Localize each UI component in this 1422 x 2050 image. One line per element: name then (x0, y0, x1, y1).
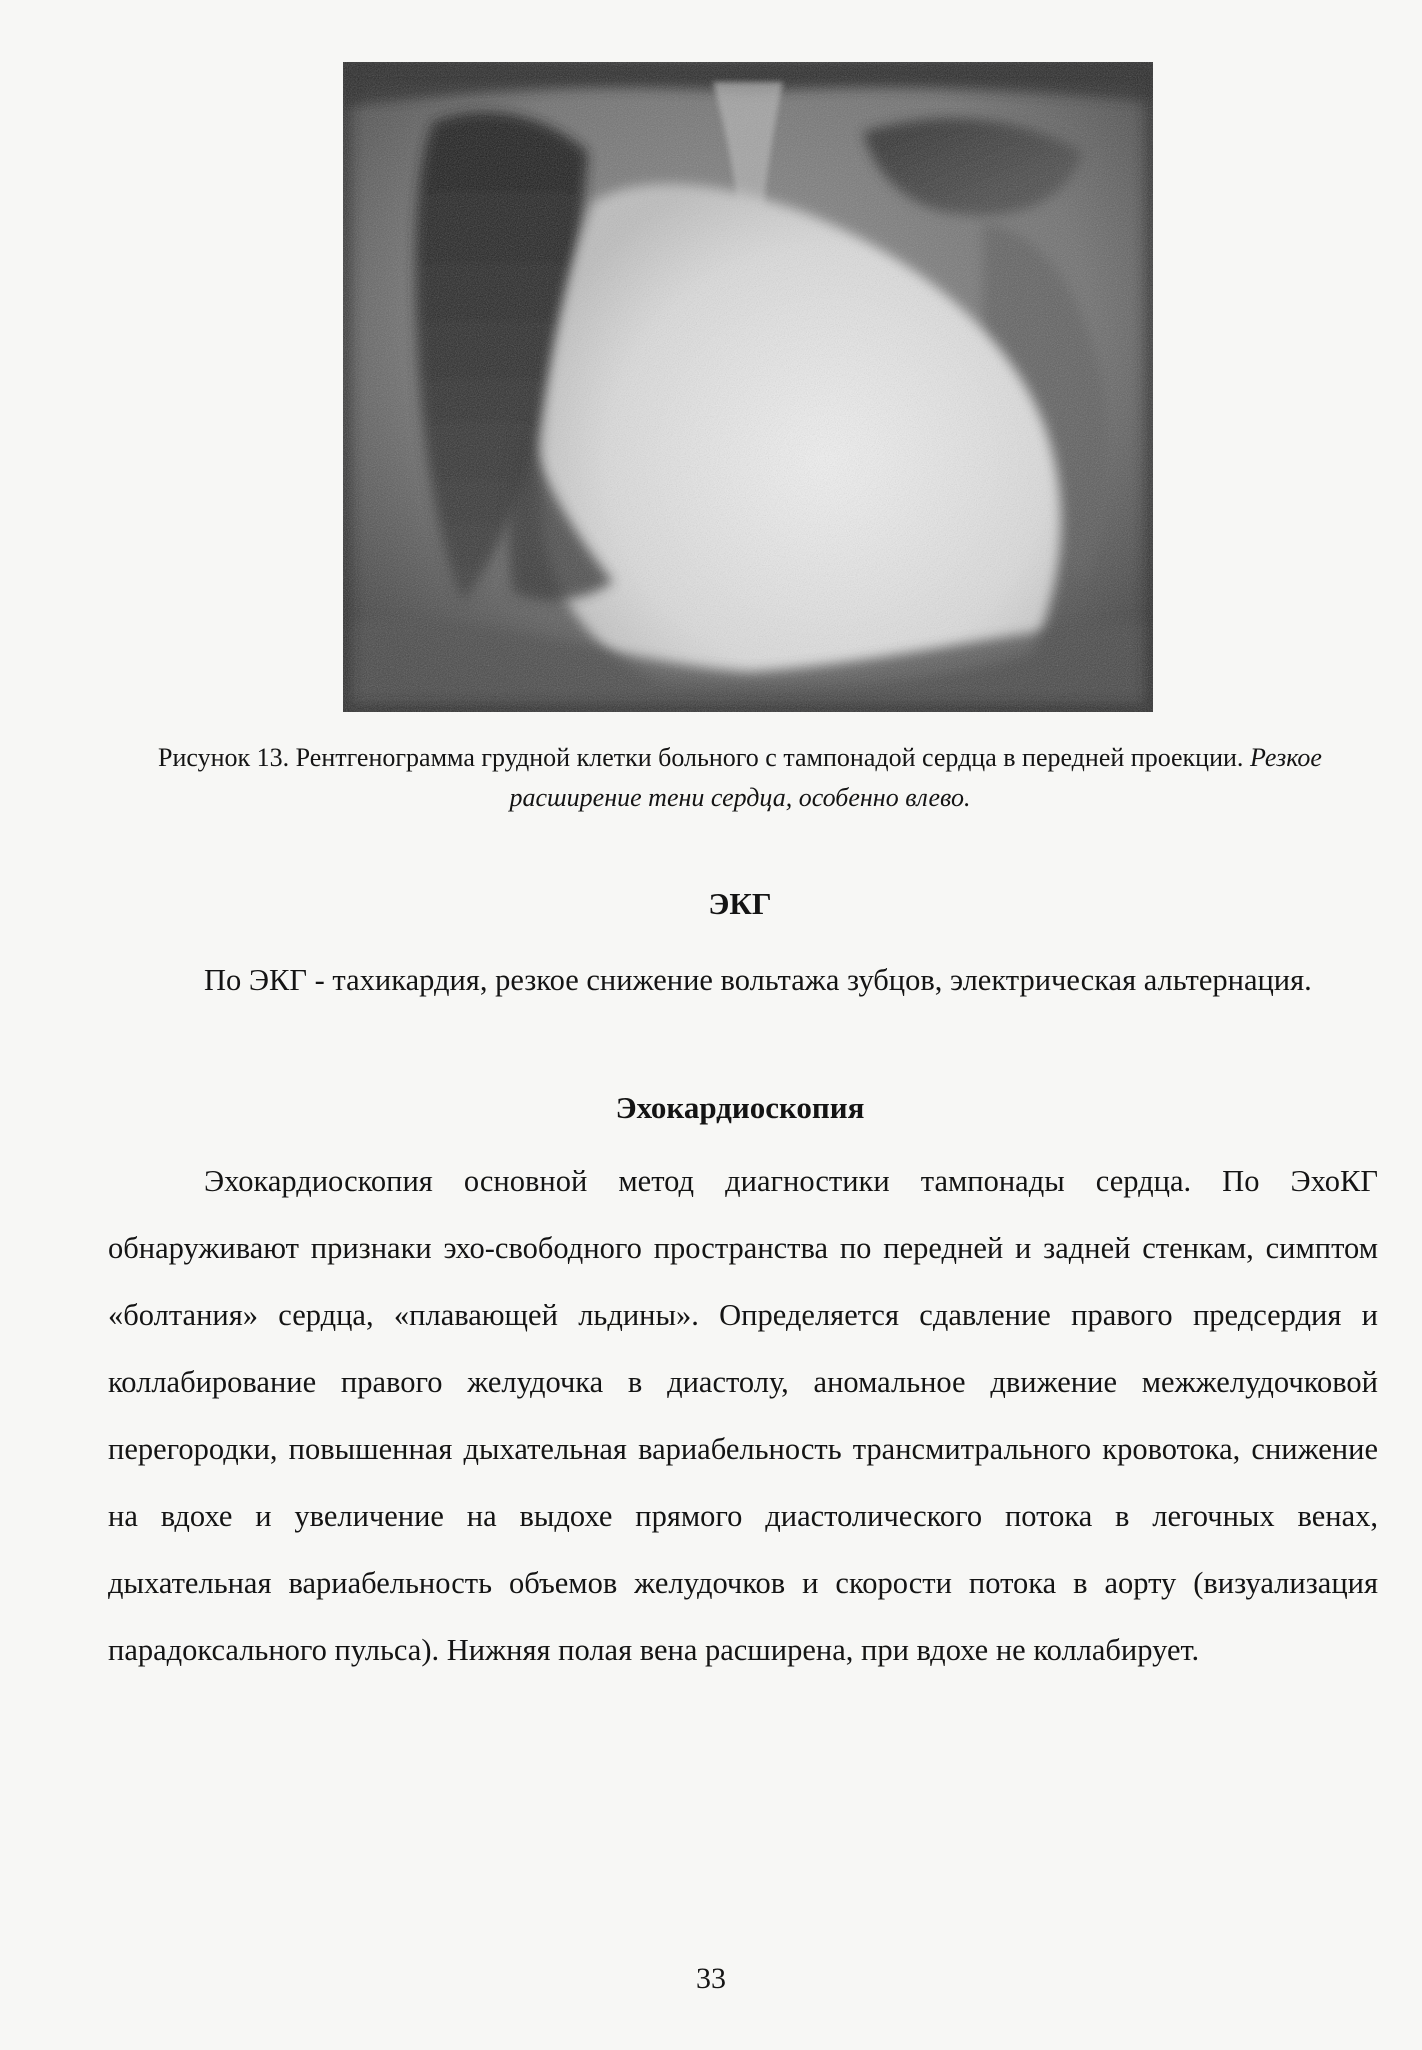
page-number: 33 (696, 1962, 726, 1995)
paragraph-echocardioscopy-text: Эхокардиоскопия основной метод диагностики тампонады сердца. По ЭхоКГ обнаруживают признаки эхо-свободного пространства по передней и задней стенкам, симптом «болтания» сердца, «плавающей льдины». Определяется сдавление правого предсердия и коллабирование правого желудочка в диастолу, аномальное движение межжелудочковой перегородки, повышенная дыхательная вариабельность трансмитрального кровотока, снижение на вдохе и увеличение на выдохе прямого диастолического потока в легочных венах, дыхательная вариабельность объемов желудочков и скорости потока в аорту (визуализация парадоксального пульса). Нижняя полая вена расширена, при вдохе не коллабирует. (108, 1164, 1378, 1667)
paragraph-ekg (108, 948, 1378, 1013)
chest-xray-image (343, 62, 1153, 712)
section-heading-echocardioscopy: Эхокардиоскопия (615, 1090, 865, 1125)
section-heading-ekg: ЭКГ (708, 886, 772, 921)
caption-text: Рентгенограмма грудной клетки больного с тампонадой сердца в передней проекции. (295, 743, 1244, 772)
caption-italic-text: Резкое расширение тени сердца, особенно влево. (509, 743, 1322, 812)
paragraph-echocardioscopy (108, 1148, 1378, 1684)
chest-xray-figure (343, 62, 1153, 712)
figure-caption (130, 738, 1350, 818)
paragraph-ekg-text: По ЭКГ - тахикардия, резкое снижение вольтажа зубцов, электрическая альтернация. (204, 963, 1312, 997)
caption-label: Рисунок 13. (158, 743, 290, 772)
